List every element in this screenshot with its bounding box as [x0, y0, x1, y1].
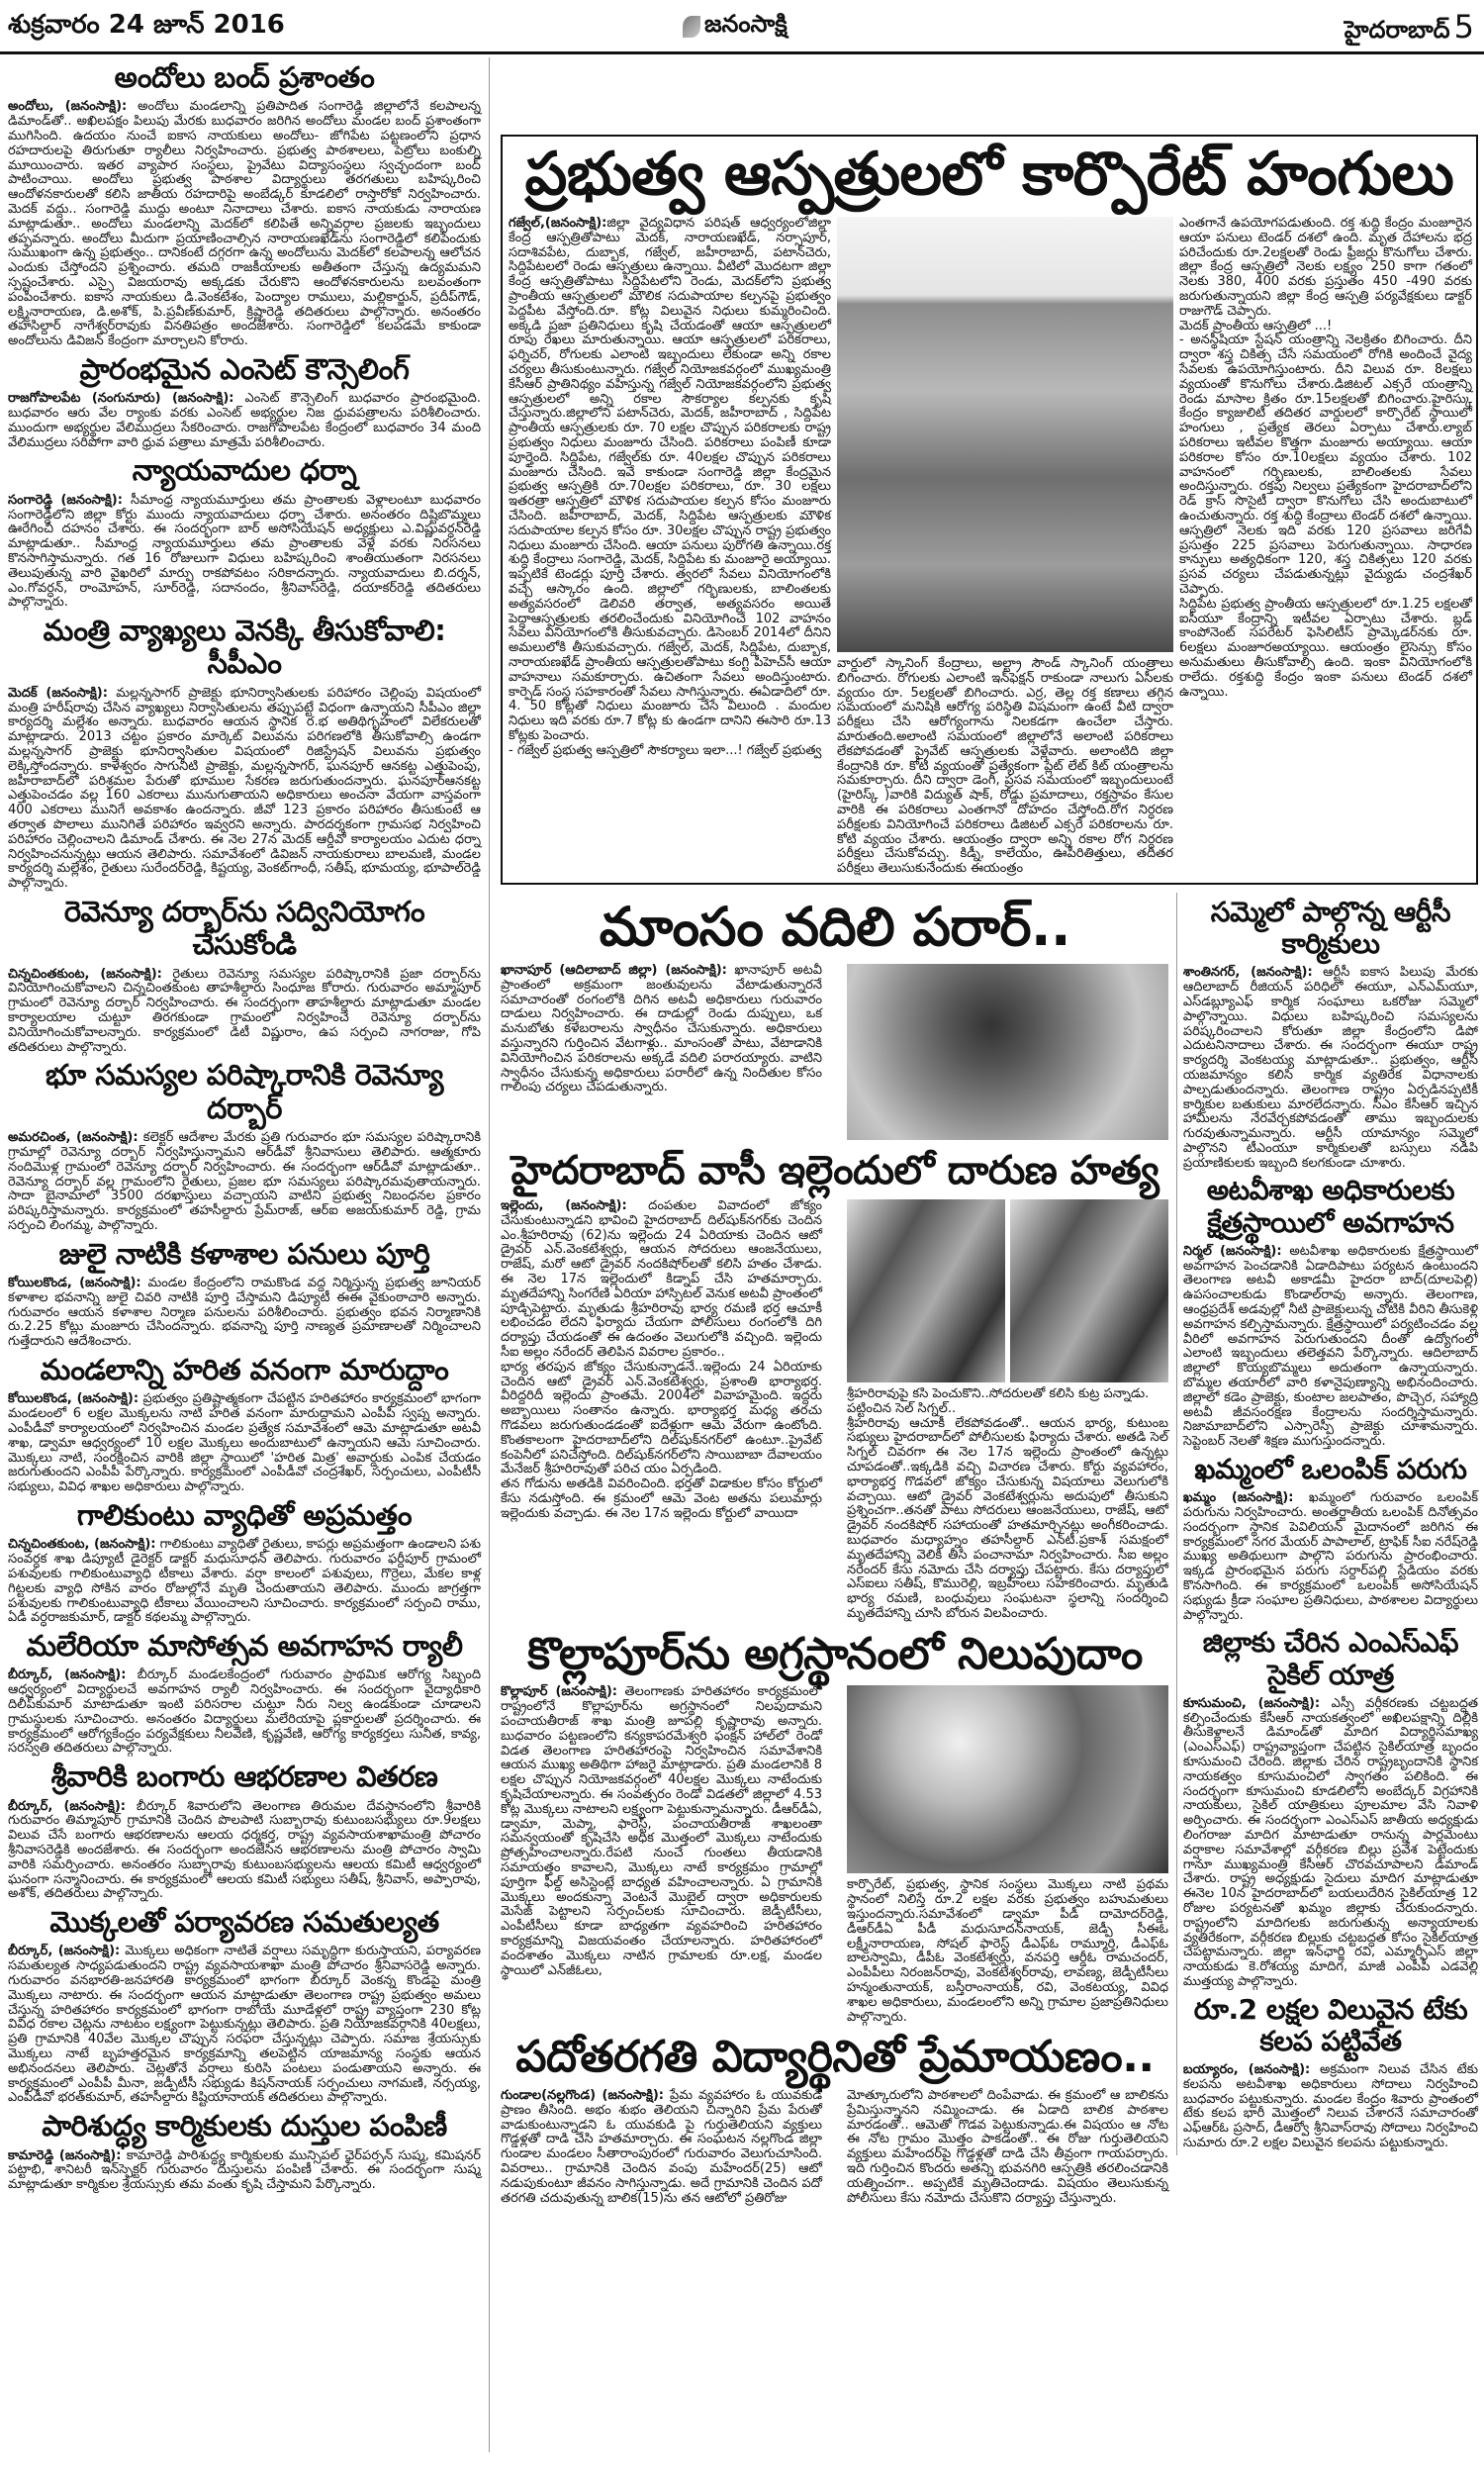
right-column: [1176, 893, 1478, 2155]
murder-headline: హైదరాబాద్ వాసీ ఇల్లెందులో దారుణ హత్య: [510, 1148, 1159, 1194]
right-article: [1183, 1175, 1478, 1450]
article-dateline: రాజగోపాలపేట (నంగునూరు) (జనంసాక్షి):: [8, 391, 234, 407]
left-column: [8, 57, 481, 2197]
article-dateline: కామారెడ్డి (జనంసాక్షి):: [8, 2147, 122, 2163]
right-article: [1183, 1994, 1478, 2151]
article-dateline: అమరచింత, (జనంసాక్షి):: [8, 1130, 139, 1146]
issue-date: శుక్రవారం 24 జూన్ 2016: [8, 10, 285, 40]
article-headline: సమ్మెలో పాల్గొన్న ఆర్టీసీ కార్మికులు: [1210, 895, 1451, 961]
article-body: [8, 1538, 481, 1626]
article-body: [8, 1668, 481, 1757]
lead-columns: [509, 217, 1470, 877]
article-text: కలెక్టర్ ఆదేశాల మేరకు ప్రతి గురువారం భూ సమస్యల పరిష్కారానికి గ్రామాల్లో రెవెన్యూ దర్బార్ నిర్వహిస్తున్నామని ఆర్‌డీవో శ్రీనివాసులు తెలిపారు. ఆత్మకూరు నందిమొళ్ల గ్రామంలో రెవెన్యూ దర్బార్ నిర్వహించారు. ఈ సందర్భంగా ఆర్‌డీవో మాట్లాడుతూ.. రెవెన్యూ దర్బార్ వల్ల గ్రామంలోని రైతులు, ప్రజల భూ సమస్యలు పరిష్కారమవుతాయన్నారు. సాదా బైనామాలో 3500 దరఖాస్తులు వచ్చాయని వాటిని ప్రభుత్వ నిబంధనల ప్రకారం పరిష్కరిస్తామన్నారు. కార్యక్రమంలో తహసీల్దారు ప్రేమ్‌రాజ్, ఆర్ఐ అజయ్‌కుమార్ రెడ్డి, గ్రామ సర్పంచి లింగమ్మ, పాల్గొన్నారు.: [8, 1130, 482, 1233]
love-columns: [501, 2089, 1169, 2206]
murder-photos: [847, 1199, 1168, 1382]
murder-columns: [501, 1199, 1169, 1622]
article-text: ఖమ్మంలో గురువారం ఒలంపిక్ పరుగును నిర్వహించారు. అంతర్జాతీయ ఒలంపిక్ దినోత్సవం సందర్భంగా స్థానిక పెవిలియన్ మైదానంలో జరిగిన ఈ కార్యక్రమంలో నగర మేయర్ పాపాలాల్, ట్రాఫిక్ సీఐ నరేష్‌రెడ్డి ముఖ్య అతిథులుగా పాల్గొని పరుగును ప్రారంభించారు. ఇక్కడ ప్రారంభమైన పరుగు సర్దార్‌పల్లి స్టేడియం వరకు కొనసాగింది. ఈ కార్యక్రమంలో ఒలంపిక్ అసోసియేషన్ సభ్యుడు క్రీడా సంఘాల ప్రతినిధులు, పాఠశాలల విద్యార్థులు పాల్గొన్నారు.: [1182, 1490, 1478, 1623]
article-body: [8, 1277, 481, 1350]
article-body: [8, 1945, 481, 2106]
article-headline: అందోలు బంద్ ప్రశాంతం: [114, 60, 375, 94]
article-headline: ప్రారంభమైన ఎంసెట్ కౌన్సెలింగ్: [79, 351, 410, 386]
lead-col-2: [837, 217, 1173, 877]
article-text: అక్రమంగా నిలువ చేసిన టేకు కలపను అటవీశాఖ అధికారులు సోదాలు నిర్వహించి బుధవారం పట్టుకున్నారు. మండల కేంద్రం శివారు ప్రాంతంలో టేకు కలప భారీ మొత్తంలో నిలువ చేశారనే సమాచారంతో ఎఫ్ఆర్ఓ ప్రసాద్, డీఆర్వో శ్రీనివాస్‌రావు సోదాలు నిర్వహించి సుమారు రూ.2 లక్షల విలువైన కలపను పట్టుకున్నారు.: [1182, 2062, 1479, 2151]
love-body-col1: ప్రేమ వ్యవహారం ఓ యువకుడి ప్రాణం తీసింది. అభం శుభం తెలియని చిన్నారిని ప్రేమ పేరుతో వాడుకుంటున్నాడని ఓ యువకుడి పై గుర్తుతెలియని వ్యక్తులు గొడ్డళ్లతో దాడి చేసి హతమార్చారు. ఈ సంఘటన నల్లగొండ జిల్లా గుండాల మండలం సీతారాంపురంలో గురువారం వెలుగుచూసింది. వివరాలు.. గ్రామానికి చెందిన వంపు మహేందర్(25) ఆటో నడుపుకుంటూ జీవనం సాగిస్తున్నాడు. అదే గ్రామానికి చెందిన పదో తరగతి చదువుతున్న బాలిక(15)ను తన ఆటోలో ప్రతిరోజు: [501, 2087, 822, 2206]
article-dateline: నిర్మల్ (జనంసాక్షి):: [1182, 1243, 1282, 1259]
article-text: ఆర్టీసీ ఐకాస పిలుపు మేరకు ఆదిలాబాద్ రీజియన్ పరిధిలో ఈయూ, ఎన్ఎమ్‌యూ, ఎస్‌డబ్ల్యూఎఫ్ కార్మిక సంఘాలు ఒకరోజు సమ్మెలో పాల్గొన్నాయి. విధులు బహిష్కరించి సమస్యలను పరిష్కరించాలని కోరుతూ జిల్లా కేంద్రంలోని డిపో ఎదుటనినాదాలు చేశారు. ఈ సందర్భంగా ఈయూ రాష్ట్ర కార్యదర్శి వెంకటయ్య మాట్లాడుతూ.. ప్రభుత్వం, ఆర్టీసీ యజమాన్యం కలిసి కార్మిక వ్యతిరేక విధానాలకు పాల్పడుతుందన్నారు. తెలంగాణ రాష్ట్రం ఏర్పడినప్పటికీ కార్మికుల బతుకులు మారలేదన్నారు. సీఎం కేసీఆర్ ఇచ్చిన హామీలను నేరవేర్చకపోవడంతో తాము ఇబ్బందులకు గురవుతున్నామన్నారు. ఆర్టీసీ యామాన్యం సమ్మెలో పాల్గొనని టీఎంయూ కార్మికులతో బస్సులు నడిపి ప్రయాణికులకు ఇబ్బంది కలగకుండా చూశారు.: [1182, 965, 1478, 1171]
article-text: కామారెడ్డి పారిశుద్ధ్య కార్మికులకు మున్సిపల్ ఛైర్‌పర్సన్ సుష్మ, కమిషనర్ పట్టాభి, శానిటరీ ఇన్‌స్పెక్టర్ గురువారం దుస్తులను పంపిణీ చేశారు. ఈ సందర్భంగా సుష్మ మాట్లాడుతూ కార్మికుల శ్రేయస్సుకు తమ వంతు కృషి చేస్తామని పేర్కొన్నారు.: [8, 2147, 481, 2193]
article-dateline: కోయిలకొండ, (జనంసాక్షి):: [8, 1276, 141, 1291]
article-body: [1183, 1491, 1478, 1623]
left-article: [8, 61, 481, 349]
article-body: [8, 1131, 481, 1234]
article-text: ప్రభుత్వం ప్రతిష్టాత్మకంగా చేపట్టిన హరితహారం కార్యక్రమంలో భాగంగా మండలంలో 6 లక్షల మొక్కలను నాటి హరిత వనంగా మారుద్దామని ఎంపీపీ స్వప్న అన్నారు. ఎంపీడీవో కార్యాలయంలో నిర్వహించిన మండల ప్రత్యేక సమావేశంలో ఆమె మాట్లాడుతూ అటవీ శాఖ, డ్వామా ఆధ్వర్యంలో 10 లక్షల మొక్కలు అందుబాటులో ఉన్నాయని ఆమె సూచించారు. మొక్కలు నాటి, సంరక్షించిన వారికి జిల్లా స్థాయిలో 'హరిత మిత్ర' అవార్డుకు ఎంపిక చేయడం జరుగుతుందని ఎంపీపీ పేర్కొన్నారు. కార్యక్రమంలో ఎంపీడీవో చంద్రశేఖర్, సర్పంచులు, ఎంపీటీసీ సభ్యులు, వివిధ శాఖల అధికారులు పాల్గొన్నారు.: [8, 1391, 481, 1495]
article-dateline: ఖమ్మం (జనంసాక్షి):: [1182, 1490, 1294, 1506]
left-article: [8, 1906, 481, 2106]
article-body: [1183, 966, 1478, 1171]
lower-area: [501, 893, 1478, 2214]
lead-col-3: [1179, 217, 1472, 877]
left-article: [8, 353, 481, 451]
article-text: మండల కేంద్రంలోని రామకొండ వద్ద నిర్మిస్తున్న ప్రభుత్వ జూనియర్ కళాశాల భవనాన్ని జులై చివరి నాటికి పూర్తి చేస్తామని డిప్యూటీ ఈఈ వైకుంఠాచారి అన్నారు. గురువారం ఆయన కళాశాల నిర్మాణ పనులను పరిశీలించారు. ప్రభుత్వం భవన నిర్మాణానికి రు.2.25 కోట్లు మంజూరు చేసిందన్నారు. భవనాన్ని పూర్తి నాణ్యత ప్రమాణాలతో నిర్మించాలని గుత్తేదారుని ఆదేశించారు.: [8, 1276, 481, 1350]
article-dateline: బీర్కూర్, (జనంసాక్షి):: [8, 1667, 127, 1683]
article-body: [8, 968, 481, 1056]
murder-body-col2: శ్రీహరిరావుపై కసి పెంచుకొని..సోదరులతో కలిసి కుట్ర పన్నాడు. పట్టించిన సెల్ సిగ్నల్.. శ్రీహరిరావు ఆచూకీ లేకపోవడంతో.. ఆయన భార్య, కుటుంబ సభ్యులు హైదరాబాద్‌లో పోలీసులకు ఫిర్యాదు చేశారు. అతడి సెల్ సిగ్నల్ చివరగా ఈ నెల 17న ఇల్లెందు ప్రాంతంలో ఉన్నట్లు చూపడంతో..ఇక్కడికి వచ్చి విచారణ చేశారు. కోర్టు వ్యవహారం, భార్యాభర్త గొడవలో జోక్యం చేసుకున్న విషయాలు వెలుగులోకి వచ్చాయి. ఆటో డ్రైవర్ వెంకటేశ్వర్లును అదుపులో తీసుకుని ప్రశ్నించగా..తనతో పాటు సోదరులు ఆంజనేయులు, రాజేష్, ఆటో డ్రైవర్ నందకిషోర్ సహాయంతో హతమార్చినట్లు అంగీకరించాడు. బుధవారం మధ్యాహ్నం తహసీల్దార్ ఎన్‌టీ.ప్రకాశ్ సమక్షంలో మృతదేహాన్ని వెలికి తీసి పంచానామా నిర్వహించారు. సీఐ అల్లం నరేందర్ కేసు నమోదు చేసి దర్యాప్తు చేపట్టారు. కేసు దర్యాప్తులో ఎస్‌ఐలు సతీష్, కొమురెల్లి, ఇబ్రహీంలు సహకరించారు. మృతుడి భార్య రమణి, బంధువులు సంఘటనా స్థలాన్ని సందర్శించి మృతదేహాన్ని చూసి బోరున విలపించారు.: [847, 1386, 1168, 1621]
article-text: మొక్కలు అధికంగా నాటితే వర్షాలు సమృద్ధిగా కురుస్తాయని, పర్యావరణ సమతుల్యత సాధ్యపడుతుందని రాష్ట్ర వ్యవసాయశాఖా మంత్రి పోచారం శ్రీనివాసరెడ్డి అన్నారు. గురువారం వనభారతి-జనహారతి కార్యక్రమంలో భాగంగా బీర్కూర్ వెంకన్న కొండపై మంత్రి మొక్కలు నాటారు. ఈ సందర్భంగా ఆయన మాట్లాడుతూ తెలంగాణ రాష్ట్ర ప్రభుత్వం అమలు చేస్తున్న హరితహారం కార్యక్రమంలో భాగంగా రాబోయే మూడేళ్లలో రాష్ట్ర వ్యాప్తంగా 230 కోట్ల వివిధ రకాల చెట్లను నాటటం లక్ష్యంగా పెట్టుకున్నట్లు తెలిపారు. ప్రతి నియోజకవర్గానికి 40లక్షలు, ప్రతి గ్రామానికి 40వేల మొక్కల చొప్పున సరఫరా చేస్తున్నట్లు చెప్పారు. సమాజ శ్రేయస్సుకు మొక్కలు నాటే బృహత్తరమైన కార్యక్రమాన్ని తలపెట్టిన యాజమాన్య సంస్థకు ఆయన అభినందనలు తెలిపారు. చెట్లతోనే వర్షాలు కురిసి పంటలు పండుతాయని అన్నారు. ఈ కార్యక్రమంలో ఎంపీపీ మీనా, జడ్పీటీసీ సభ్యుడు కిషన్‌నాయక్ సర్పంచులు నాగమణి, నర్సయ్య, ఎంపీడీవో భరత్‌కుమార్, తహసీల్దారు కిష్టియానాయక్ తదితరులు పాల్గొన్నారు.: [8, 1944, 481, 2106]
kollapur-dateline: కొల్లాపూర్ (జనంసాక్షి):: [501, 1684, 617, 1700]
article-dateline: మెదక్ (జనంసాక్షి):: [8, 685, 108, 701]
article-text: ఎంసెట్ కౌన్సెలింగ్ బుధవారం ప్రారంభమైంది. బుధవారం ఆరు వేల ర్యాంకు వరకు ఎంసెట్ అభ్యర్థుల నిజ ధ్రువపత్రాలను పరిశీలించారు. ముందుగా అభ్యర్థుల వేలిముద్రలు సేకరించారు. రాజగోపాలపేట కేంద్రంలో బుధవారం 34 మంది వేలిముద్రలు సరిపోగా వారి ధ్రువ పత్రాలు మాత్రమే పరిశీలించారు.: [8, 391, 481, 450]
article-dateline: చిన్నచింతకుంట, (జనంసాక్షి):: [8, 966, 162, 982]
article-dateline: కోయిలకొండ, (జనంసాక్షి):: [8, 1391, 139, 1407]
article-headline: ఖమ్మంలో ఒలంపిక్ పరుగు: [1194, 1453, 1467, 1486]
right-article: [1183, 1454, 1478, 1623]
left-article: [8, 1760, 481, 1902]
left-article: [8, 2110, 481, 2193]
meat-story: [501, 897, 1169, 1140]
article-text: బీర్కూర్ మండలకేంద్రంలో గురువారం ప్రాథమిక ఆరోగ్య సిబ్బంది ఆధ్వర్యంలో విద్యార్థులచే అవగాహన ర్యాలీ నిర్వహించారు. ఈ సందర్భంగా వైద్యాధికారి దిలీప్‌కుమార్ మాటాడుతూ ఇంటి పరిసరాల చుట్టూ నీరు నిల్వ ఉండకుండా చూడాలని గ్రామస్థులకు సూచించారు. అనంతరం విద్యార్థులు మలేరియాపై ప్లకార్డులతో ప్రదర్శించారు. ఈ కార్యక్రమంలో ఆరోగ్యకేంద్రం పర్యవేక్షకులు నీలవేణి, కృష్ణవేణి, ఆరోగ్య కార్యకర్తలు సునీత, కావ్య, సరస్వతి తదితరులు పాల్గొన్నారు.: [8, 1667, 481, 1757]
minister-speech-photo: [847, 1685, 1168, 1873]
left-article: [8, 1499, 481, 1626]
kollapur-col-1: [501, 1685, 822, 2025]
left-article: [8, 1630, 481, 1757]
article-body: [8, 392, 481, 450]
masthead: [0, 0, 1484, 54]
article-body: [8, 687, 481, 892]
love-story: [501, 2033, 1169, 2206]
article-headline: మలేరియా మాసోత్సవ అవగాహన ర్యాలీ: [26, 1629, 463, 1664]
right-article: [1183, 1627, 1478, 1989]
page-number: 5: [1453, 8, 1474, 46]
article-dateline: సంగారెడ్డి (జనంసాక్షి):: [8, 492, 123, 508]
article-headline: న్యాయవాదుల ధర్నా: [132, 453, 357, 488]
article-dateline: అందోలు, (జనంసాక్షి):: [8, 99, 128, 115]
main-area: [501, 135, 1478, 2214]
article-body: [8, 1800, 481, 1903]
article-body: [1183, 2063, 1478, 2151]
article-text: మల్లన్నసాగర్ ప్రాజెక్టు భూనిర్వాసితులకు పరిహారం చెల్లింపు విషయంలో మంత్రి హరీష్‌రావు చేసిన వ్యాఖ్యలు నిర్వాసితులను తప్పుపట్టే విధంగా ఉన్నాయని సీపీఎం జిల్లా కార్యదర్శి మల్లేశం అన్నారు. బుధవారం ఆయన స్థానిక ర.భ అతిథిగృహంలో విలేకరులతో మాట్లాడారు. 2013 చట్టం ప్రకారం మార్కెట్ విలువను పరిగణలోకి తీసుకోవాల్సి ఉండగా మల్లన్నసాగర్ ప్రాజెక్టు భూనిర్వాసితుల విషయంలో రిజిస్ట్రేషన్ విలువను ప్రభుత్వం లెక్కిస్తోందన్నారు. కాళేశ్వరం సాగునీటి ప్రాజెక్టు, మల్లన్నసాగర్, ఘనపూర్ ఆనకట్ట ఎత్తుపెంపు, జహీరాబాద్‌లో పరిశ్రమల పేరుతో భూముల సేకరణ జరుగుతుందన్నారు. ఘనపూర్‌ఆనకట్ట ఎత్తుపెంచడం వల్ల 160 ఎకరాలు మునుగుతాయని అధికారులు అంచనా వేయగా వాస్తవంగా 400 ఎకరాలు మునిగే అవకాశం ఉందన్నారు. జీవో 123 ప్రకారం పరిహారం తీసుకుంటే ఆ తర్వాత పొలాలు మునిగితే పరిహారం ఇవ్వరని అన్నారు. పారదర్శకంగా గ్రామసభ నిర్వహించి పరిహారం చెల్లించాలని డిమాండ్ చేశారు. ఈ నెల 27న మెదక్ ఆర్డీవో కార్యాలయం ఎదుట ధర్నా నిర్వహించనున్నట్లు ఆయన తెలిపారు. సమావేశంలో డివిజన్ నాయకురాలు బాలమణి, మండల కార్యదర్శి మల్లేశం, రైతులు సురేందర్‌రెడ్డి, కిష్టయ్య, వెంకట్‌గాంధీ, సతీష్, భూమయ్య, భూపాల్‌రెడ్డి పాల్గొన్నారు.: [8, 685, 481, 892]
kollapur-headline: కొల్లాపూర్‌ను అగ్రస్థానంలో నిలుపుదాం: [527, 1628, 1143, 1679]
article-headline: జిల్లాకు చేరిన ఎంఎస్ఎఫ్ సైకిల్ యాత్ర: [1202, 1626, 1459, 1691]
kollapur-col-2: [847, 1685, 1168, 2025]
lead-headline: ప్రభుత్వ ఆస్పత్రులలో కార్పొరేట్ హంగులు: [524, 140, 1454, 209]
article-headline: మండలాన్ని హరిత వనంగా మారుద్దాం: [40, 1353, 449, 1387]
lead-body-col2: వార్డులో స్కానింగ్ కేంద్రాలు, అల్ట్రా సౌండ్ స్కానింగ్ యంత్రాలు బిగించారు. రోగులకు ఎలాంటి ఇన్‌ఫెక్షన్ రాకుండా నాలుగు ఏసీలకు వ్యయం రూ. 5లక్షలతో బిగించారు. ఎర్ర, తెల్ల రక్త కణాలు తగ్గిన సమయంలో మనిషికి ఆరోగ్య పరిస్థితి విషమంగా ఉంటే వీటి ద్వారా పరీక్షలు చేసి ఆరోగ్యంగాను నిలకడగా ఉంచేలా చేస్తారు. మారుతంది.అలాంటి సమయంలో జిల్లాలోనే అలాంటి పరికరాలు లేకపోవడంతో ప్రైవేట్ ఆస్పత్రులకు వెళ్లేవారు. అలాంటిది జిల్లా కేంద్రానికి రూ. కోటి వ్యయంతో ప్రత్యేకంగా ప్లేట్ లేట్ కిట్ యంత్రాలను సమకూర్చారు. దీని ద్వారా డెంగీ, ప్రసవ సమయంలో ఇబ్బందులుంటే (హైరిస్క్ )వారికి విద్యుత్ షాక్, రోడ్డు ప్రమాదాలు, రక్తస్రావం కేసుల వారికి ఈ పరికరాలు ఎంతగానో దోహదం చేస్తోంది.రోగ నిర్ధరణ పరీక్షలకు వినియోగించే పరికరాలు డిజిటల్ ఎక్సరే పరికరాలను రూ. కోటి వ్యయం చేశారు. ఆయంత్రం ద్వారా అన్ని రకాల రోగ నిర్ధరణ పరీక్షలు చేసుకోవచ్చు. కిడ్నీ, కాలేయం, ఊపిరితిత్తులు, తదితర పరీక్షలు తెలుసుకునేందుకు ఈయంత్రం: [837, 656, 1173, 877]
article-dateline: చిన్నచింతకుంట, (జనంసాక్షి):: [8, 1537, 156, 1553]
murder-body-col1: దంపతుల వివాదంలో జోక్యం చేసుకుంటున్నాడని భావించి హైదరాబాద్ దిల్‌షుక్‌నగర్‌కు చెందిన ఎం.శ్రీహరిరావు (62)ను ఇల్లెందు 24 ఏరియాకు చెందిన ఆటో డ్రైవర్ ఎన్.వెంకటేశ్వర్లు, ఆయన సోదరులు ఆంజనేయులు, రాజేష్, మరో ఆటో డ్రైవర్ నందకిషోర్‌లతో కలిసి హతం చేశాడు. ఈ నెల 17న ఇల్లెందులో కిడ్నాప్ చేసి హతమార్చారు. మృతదేహాన్ని సింగరేణి ఏరియా హాస్పిటల్ వెనుక అటవీ ప్రాంతంలో పూడ్చిపెట్టారు. మృతుడు శ్రీహరిరావు భార్య రమణి భర్త ఆచూకీ లభించడం లేదని ఫిర్యాదు చేయగా పోలీసులు రంగంలోకి దిగి దర్యాప్తు చేయడంతో ఈ ఉదంతం వెలుగులోకి వచ్చింది. ఇల్లెందు సీఐ అల్లం నరేందర్ తెలిపిన వివరాల ప్రకారం.. భార్య తరపున జోక్యం చేసుకున్నాడనే..ఇల్లెందు 24 ఏరియాకు చెందిన ఆటో డ్రైవర్ ఎన్.వెంకటేశ్వర్లు, ప్రశాంతి భార్యాభర్త. వీరిద్దరిదీ ఇల్లెందు ప్రాంతమే. 2004లో వివాహమైంది. ఇద్దరు అబ్బాయిలు సంతానం ఉన్నారు. భార్యాభర్త మధ్య తరచు గొడవలు జరుగుతుండడంతో ఐదేళ్లుగా ఆమె వేరుగా ఉంటోంది. కొంతకాలంగా హైదరాబాద్‌లోని దిల్‌షుక్‌నగర్‌లో ఉంటూ..ప్రైవేట్ కంపెనీలో పనిచేస్తోంది. దిల్‌షుక్‌నగర్‌లోని సాయిబాబా దేవాలయం మేనేజర్ శ్రీహరిరావుతో పరిచ యం ఏర్పడింది. తన గోడును అతడికి వివరించింది. భర్తతో విడాకుల కోసం కోర్టులో కేసు నడుస్తోంది. ఈ క్రమంలో ఆమె వెంట అతను పలుమార్లు ఇల్లెందుకు వచ్చాడు. ఈ నెల 17న ఇల్లెందు కోర్టులో వాయిదా: [501, 1198, 822, 1521]
article-text: గాలికుంటు వ్యాధితో రైతులు, కాపర్లు అప్రమత్తంగా ఉండాలని పశు సంవర్ధక శాఖ డిప్యూటీ డైరెక్టర్ డాక్టర్ మధుసూధన్ తెలిపారు. గురువారం ఫర్దీపూర్ గ్రామంలో పశువులకు గాలికుంటువ్యాధి టీకాలు వేశారు. వర్షా కాలంలో పశువులు, గొర్రెలు, మేకల కాళ్ల గిట్టలకు వ్యాధి సోకిన వారం రోజుల్లోనే మృతి చెందుతాయని తెలిపారు. ముందు జాగ్రత్తగా పశువులకు గాలికుంటువ్యాధి టీకాలు వేయించాలని సూచించారు. కార్యక్రమంలో సర్పంచి రాము, ఏడీ వర్ధరాజకుమార్, డాక్టర్ కథలమ్మ పాల్గొన్నారు.: [8, 1537, 481, 1626]
middle-column: [501, 893, 1169, 2214]
lead-dateline: గజ్వేల్,(జనంసాక్షి):: [509, 216, 607, 231]
edition-label: [1345, 8, 1474, 49]
article-headline: రూ.2 లక్షల విలువైన టేకు కలప పట్టివేత: [1193, 1992, 1468, 2057]
article-headline: మొక్కలతో పర్యావరణ సమతుల్యత: [49, 1905, 439, 1940]
article-headline: గాలికుంటు వ్యాధితో అప్రమత్తం: [76, 1497, 413, 1532]
article-headline: పారిశుద్ధ్య కార్మికులకు దుస్తుల పంపిణీ: [42, 2109, 447, 2143]
article-dateline: బీర్కూర్, (జనంసాక్షి):: [8, 1944, 121, 1959]
murder-col-1: [501, 1199, 822, 1622]
edition-city: హైదరాబాద్: [1344, 16, 1450, 44]
seized-meat-photo: [847, 964, 1168, 1140]
kollapur-body-col1: తెలంగాణకు హరితహారం కార్యక్రమంలో రాష్ట్రంలోనే కొల్లాపూర్‌ను అగ్రస్థానంలో నిలపుదామని పంచాయతీరాజ్ శాఖ మంత్రి జూపల్లి కృష్ణారావు అన్నారు. బుధవారం పట్టణంలోని కన్యకాపరమేశ్వరి ఫంక్షన్ హాల్‌లో రెండో విడత తెలంగాణ హరితహారంపై నిర్వహించిన సమావేశానికి ఆయన ముఖ్య అతిథిగా హాజరై మాట్లాడారు. ప్రతి మండలానికి 8 లక్షల చొప్పున నియోజకవర్గంలో 40లక్షల మొక్కలు నాటేందుకు కృషిచేయాలన్నారు. ఈ సంవత్సరం రెండో విడతలో జిల్లాలో 4.53 కోట్ల మొక్కలు నాటాలని లక్ష్యంగా పెట్టుకున్నామన్నారు. డీఆర్‌డీఏ, డ్వామా, మెప్మా, ఫారెస్ట్, పంచాయతీరాజ్ శాఖలంతా సమన్వయంతో కృషిచేసి అధిక మొత్తంలో మొక్కలు నాటేందుకు ప్రోత్సహించాలన్నారు.రేపటి నుంచే గుంతలు తీయడానికి సమాయత్తం కావాలని, మొక్కలు నాటే కార్యక్రమం గ్రామాల్లో పూర్తిగా ఫీల్డ్ అసిస్టెంట్లే బాధ్యత వహించాలన్నారు. ఏ గ్రామానికి మొక్కలు అందకున్నా వెంటనే మొబైల్ ద్వారా అధికారులకు మెసేజ్ పెట్టాలని సర్పంచ్‌లకు సూచించారు. జెడ్పీటీసీలు, ఎంపీటీసీలు కూడా బాధ్యతగా వ్యవహరించి హరితహారం కార్యక్రమాన్ని విజయవంతం చేయాలన్నారు. హరితహారంలో వందశాతం మొక్కలు నాటిన గ్రామాలకు రూ.లక్ష, మండల స్థాయిలో ఎన్‌జీఓలు,: [501, 1684, 822, 1978]
article-dateline: బీర్కూర్, (జనంసాక్షి):: [8, 1798, 126, 1814]
love-body-col2: మోత్కూరులోని పాఠశాలలో దింపేవాడు. ఈ క్రమంలో ఆ బాలికను ప్రేమిస్తున్నానని నమ్మించాడు. ఈ ఏడాది బాలిక పాఠశాల మారడంతో.. ఆమెతో గొడవ పెట్టుకున్నాడు.ఈ విషయం ఆ నోట ఈ నోట గ్రామం మొత్తం పాకడంతో.. ఈ రోజు గుర్తుతెలియని వ్యక్తులు మహేందర్‌పై గొడ్డళ్లతో దాడి చేసి తీవ్రంగా గాయపర్చారు. ఇది గుర్తించిన కొందరు అతన్ని భువనగిరి ఆస్పత్రికి తరలించడానికి యత్నించగా.. అప్పటికే మృతిచెందాడు. విషయం తెలుసుకున్న పోలీసులు కేసు నమోదు చేసుకొని దర్యాప్తు చేస్తున్నారు.: [847, 2087, 1168, 2206]
lead-story: [501, 135, 1478, 885]
article-headline: శ్రీవారికి బంగారు ఆభరణాల వితరణ: [50, 1760, 438, 1794]
article-text: రైతులు రెవెన్యూ సమస్యల పరిష్కారానికి ప్రజా దర్బార్‌ను వినియోగించుకోవాలని చిన్నచింతకుంట తాహశీల్దారు సింధూజ కోరారు. గురువారం అమ్మాపూర్ గ్రామంలో రెవెన్యూ దర్బార్ నిర్వహించారు. ఈ సందర్భంగా తాహశీల్దారు మాట్లాడుతూ మండల కార్యాలయాల చుట్టూ తిరగకుండా గ్రామంలో నిర్వహించే రెవెన్యూ దర్బార్‌ను వినియోగించుకోవాలన్నారు. కార్యక్రమంలో డిటీ విష్ణురాం, ఉప సర్పంచి నాగరాజు, గోపి తదితరులు పాల్గొన్నారు.: [8, 966, 481, 1055]
meat-body: ఖానాపూర్ అటవీ ప్రాంతంలో అక్రమంగా జంతువులను వేటాడుతున్నారనే సమాచారంతో రంగంలోకి దిగిన అటవీ అధికారులు గురువారం దాడులు నిర్వహించారు. ఈ దాడుల్లో రెండు దుప్పులు, ఒక మనుబోతు కళేబరాలను స్వాధీనం చేసుకున్నారు. అధికారులు వస్తున్నారని గుర్తించిన వేటగాళ్లు.. మాంసంతో పాటు, వేటాడానికి వినియోగించిన పరికరాలను అక్కడే వదిలి పరారయ్యారు. వాటిని స్వాధీనం చేసుకున్న అధికారులు పరారీలో ఉన్న నిందితుల కోసం గాలింపు చర్యలు చేపడుతున్నారు.: [501, 963, 822, 1095]
murder-story: [501, 1148, 1169, 1622]
article-dateline: శాంతినగర్, (జనంసాక్షి):: [1182, 965, 1313, 981]
left-article: [8, 454, 481, 611]
article-headline: భూ సమస్యల పరిష్కారానికి రెవెన్యూ దర్బార్: [46, 1058, 443, 1125]
left-article: [8, 615, 481, 892]
left-article: [8, 1059, 481, 1233]
love-story-headline: పదోతరగతి విద్యార్థినితో ప్రేమాయణం..: [515, 2032, 1155, 2083]
article-body: [8, 2149, 481, 2193]
article-text: ఎస్సీ వర్గీకరణకు చట్టబద్ధత కల్పించేందుకు కేసీఆర్ నాయకత్వంలో అఖిలపక్షాన్ని దిల్లీకి తీసుకెళ్లాలనే డిమాండ్‌తో మాదిగ విద్యార్థిసమాఖ్య (ఎంఎస్ఎఫ్) రాష్ట్రవ్యాప్తంగా చేపట్టిన సైకిల్‌యాత్ర బృందం కూసుమంచి చేరింది. జిల్లాకు చేరిన రాష్ట్రబృందానికి స్థానిక నాయకత్వం కూసుమంచిలో స్వాగతం పలికింది. ఈ సందర్భంగా కూసుమంచి కూడలిలోని అంబేద్కర్ విగ్రహానికి నాయకులు, సైకిల్ యాత్రికులు పూలమాల వేసి నివాళి అర్పించారు. ఈ సందర్భంగా ఎంఎస్ఎస్ జాతీయ అధ్యక్షుడు లింగరాజు మాదిగ మాటాడుతూ రానున్న పార్లమెంటు వర్షాకాల సమావేశాల్లో వర్గీకరణ బిల్లు ప్రవేశ పెట్టేందుకు గానూ ముఖ్యమంత్రి కేసీఆర్ చొరవచూపాలని డిమాండ్ చేశారు. రాష్ట్ర అధ్యక్షుడు సైదులు మాదిగ మాట్లాడుతూ ఈనెల 10న హైదరాబాద్‌లో బయలుదేరిన సైకిల్‌యాత్ర 12 రోజుల పర్యటనతో ఖమ్మం జిల్లాకు చేరుకుందన్నారు. రాష్ట్రంలోని మాదిగలకు జరుగుతున్న అన్యాయాలకు వ్యతిరేకంగా, వర్గీకరణ బిల్లుకు చట్టబద్ధత కోసం సైకిల్‌యాత్ర చేపట్టామన్నారు. జిల్లా ఇన్‌ఛార్జి రవి, ఎమ్మార్పీఎస్ జిల్లా నాయకుడు కె.రోశయ్య మాదిగ, మాజీ ఎంపీపీ ఎడవెల్లి ముత్తయ్య పాల్గొన్నారు.: [1182, 1695, 1478, 1989]
article-headline: అటవీశాఖ అధికారులకు క్షేత్రస్థాయిలో అవగాహన: [1206, 1174, 1455, 1239]
hospital-photo: [837, 217, 1173, 652]
logo-leaf-icon: [683, 16, 700, 38]
kollapur-body-col2: కార్పొరేట్, ప్రభుత్వ, స్థానిక సంస్థలు మొక్కలు నాటి ప్రథమ స్థానంలో నిలిస్తే రూ.2 లక్షల వరకు ప్రభుత్వం బహుమతులు ఇస్తుందన్నారు.సమావేశంలో డ్వామా పీడీ దామోదర్‌రెడ్డి, డీఆర్‌డీఏ పీడీ మధుసూదన్‌నాయక్, జెడ్పీ సీఈఓ లక్ష్మీనారాయణ, సోషల్ ఫారెస్ట్ డీఎఫ్ఓ రామ్మూర్తి, డీఎఫ్ఓ బాలస్వామి, డీపీఓ వెంకటేశ్వర్లు, వనపర్తి ఆర్డీఓ రామచందర్, ఎంపీపీలు నిరంజన్‌రావు, వెంకటేశ్వర్‌రావు, లావణ్య, జెడ్పీటీసీలు హన్మంతునాయక్, బస్తీరాంనాయక్, రవి, వెంకటయ్య, వివిధ శాఖల అధికారులు, మండలంలోని అన్ని గ్రామాల ప్రజాప్రతినిధులు పాల్గొన్నారు.: [847, 1877, 1168, 2025]
column-divider: [489, 57, 490, 2452]
article-text: సీమాంధ్ర న్యాయమూర్తులు తమ ప్రాంతాలకు వెళ్లాలంటూ బుధవారం సంగారెడ్డిలోని జిల్లా కోర్టు ముందు న్యాయవాదులు ధర్నా చేశారు. అనంతరం దిష్టిబొమ్మలు ఊరేగించి దహనం చేశారు. ఈ సందర్భంగా బార్ అసోసియేషన్ అధ్యక్షులు ఎ.విష్ణువర్ధన్‌రెడ్డి మాట్లాడుతూ.. సీమాంధ్ర న్యాయమూర్తులు తమ ప్రాంతాలకు వెళ్లే వరకు నిరసనలు కొనసాగిస్తామన్నారు. గత 16 రోజులుగా విధులు బహిష్కరించి శాంతియుతంగా నిరసనలు తెలుపుతున్న వారి వైఖరిలో మార్పు రాకపోవటం సరికాదన్నారు. న్యాయవాదులు బి.దర్శన్, ఎం.గోవర్ధన్, రాంమోహన్, సూర్‌రెడ్డి, సదానందం, శ్రీనివాస్‌రెడ్డి, దయాకర్‌రెడ్డి తదితరులు పాల్గొన్నారు.: [8, 492, 481, 611]
kollapur-story: [501, 1630, 1169, 2026]
article-text: అందోలు మండలాన్ని ప్రతిపాదిత సంగారెడ్డి జిల్లాలోనే కలపాలన్న డిమాండ్‌తో.. అఖిలపక్షం పిలుపు మేరకు బుధవారం జరిగిన అందోలు మండల బంద్ ప్రశాంతంగా ముగిసింది. ఉదయం నుంచే ఐకాస నాయకులు అందోలు- జోగిపేట పట్టణంలోని ప్రధాన రహదారులపై తిరుగుతూ ర్యాలీలు నిర్వహించారు. ప్రభుత్వ పాఠశాలలు, పెట్రోలు బంకుల్ని మూయించారు. ఇతర వ్యాపార సంస్థలు, ప్రైవేటు విద్యాసంస్థలు స్వచ్ఛందంగా బంద్ పాటించాయి. అందోలు ప్రభుత్వ పాఠశాల విద్యార్థులు తరగతులు బహిష్కరించి ఆందోళనకారులతో కలిసి జాతీయ రహదారిపై అంబేడ్కర్ కూడలిలో రాస్తారోకో నిర్వహించారు. మెదక్ వద్దు.. సంగారెడ్డి ముద్దు అంటూ నినాదాలు చేశారు. ఐకాస నాయకుడు నారాయణ మాట్లాడుతూ.. అందోలు మండలాన్ని మెదక్‌లో కలిపితే అన్నివర్గాల ప్రజలకు ఇబ్బందులు తప్పవన్నారు. అందోలు మీదుగా ప్రయాణించాల్సిన నారాయణఖేడ్‌ను సంగారెడ్డిలో కలిపేందుకు సుముఖంగా ఉన్న ప్రభుత్వం.. దానికంటే దగ్గరగా ఉన్న అందోలును మెదక్‌లో కలపాలన్న ఆలోచన ఎందుకు చేస్తోందని ప్రశ్నించారు. తమది రాజకీయాలకు అతీతంగా చేస్తున్న ఉద్యమమని స్పష్టంచేశారు. ఎస్సై విజయరావు అక్కడకు చేరుకొని ఆందోళనకారులను బలవంతంగా పంపించేశారు. ఐకాస నాయకులు డి.వెంకటేశం, పెంద్యాల రాములు, మల్లికార్జున్, ప్రదీప్‌గౌడ్, లక్ష్మినారాయణ, డి.అశోక్, పి.ప్రవీణ్‌కుమార్, క్రిష్ణారెడ్డి తదితరులు పాల్గొన్నారు. అనంతరం తహసిల్దార్ నాగేశ్వర్‌రావుకు వినతిపత్రం అందజేశారు. సంగారెడ్డిలో కలపడమే కాకుండా అందోలును డివిజన్ కేంద్రంగా మార్చాలని కోరారు.: [8, 99, 481, 349]
meat-columns: [501, 964, 1169, 1140]
article-body: [8, 1392, 481, 1495]
love-col-1: [501, 2089, 822, 2206]
murder-photo-police: [847, 1199, 1005, 1382]
meat-dateline: ఖానాపూర్ (ఆదిలాబాద్ జిల్లా) (జనంసాక్షి):: [501, 963, 727, 979]
lead-col-1: [509, 217, 831, 877]
murder-dateline: ఇల్లెందు, (జనంసాక్షి):: [501, 1198, 627, 1214]
love-dateline: గుండాల(నల్లగొండ) (జనంసాక్షి):: [501, 2087, 664, 2103]
murder-col-2: [847, 1199, 1168, 1622]
article-headline: మంత్రి వ్యాఖ్యలు వెనక్కి తీసుకోవాలి: సీపీఎం: [43, 614, 446, 681]
article-body: [1183, 1245, 1478, 1450]
lead-body-col3: ఎంతగానే ఉపయోగపడుతుంది. రక్త శుద్ధి కేంద్రం మంజూరైన ఆయా పనులు టెండర్ దశలో ఉంది. మృత దేహాలను భద్ర పరిచేందుకు రూ.2లక్షలతో రెండు ఫ్రీజర్లు కొనుగోలు చేశారు. జిల్లా కేంద్ర ఆస్పత్రిలో నెలకు లక్ష్యం 250 కాగా గతంలో నెలకు 380, 400 వరకు ప్రస్తుతం 450 -490 వరకు జరుగుతున్నాయని జిల్లా కేంద్ర ఆస్పత్రి పర్యవేక్షకులు డాక్టర్ రాజుగౌడ్ చెప్పారు. మెదక్ ప్రాంతీయ ఆస్పత్రిలో ...! - అనస్థీషియా స్టేషన్ యంత్రాన్ని నెలక్రితం బిగించారు. దీని ద్వారా శస్త్ర చికిత్స చేసే సమయంలో రోగికి అందించే వైద్య సేవలకు ఉపయోగిస్తుంటారు. దీని విలువ రూ. 8లక్షలు వ్యయంతో కొనుగోలు చేశారు.డిజిటల్ ఎక్సరే యంత్రాన్ని రెండు మాసాల క్రితం రూ.15లక్షలతో బిగించారు.హైరిస్కు కేంద్రం క్యాజులిటీ తదితర వార్డులలో కార్పొరేట్ స్థాయిలో హంగులు , ప్రత్యేక తెరలు ఏర్పాటు చేశారు.ల్యాబ్ పరికరాలు ఇటీవల కొత్తగా మంజూరు అయ్యాయి. ఆయా పరికరాల కోసం రూ.10లక్షలు వ్యయం చేశారు. 102 వాహనంలో గర్భిణులకు, బాలింతలకు సేవలు అందిస్తున్నారు. రక్తపు నిల్వలు ప్రత్యేకంగా హైదరాబాద్‌లోని రెడ్ క్రాస్ సొసైటీ ద్వారా కొనుగోలు చేసి అందుబాటులో ఉంచుతున్నారు. రక్త శుద్ధి కేంద్రాలు టెండర్ దశలో ఉన్నాయి. ఆస్పత్రిలో నెలకు ఇది వరకు 120 ప్రసవాలు జరిగేవీ ప్రసుత్తం 225 ప్రసవాలు పెరుగుతున్నాయి. సాధారణ కాన్పులు అత్యధికంగా 120, శస్త్ర చికిత్సలు 120 వరకు ప్రసవ చర్యలు చేపడుతున్నట్లు వైద్యుడు చంద్రశేఖర్ చెప్పారు. సిద్దిపేట ప్రభుత్వ ప్రాంతీయ ఆస్పత్రులలో రూ.1.25 లక్షలతో ఐసీయూ కేంద్రాన్ని ఇటీవల ఏర్పాటు చేశారు. బ్లడ్ కాంపోనెంట్ సపరేటర్ ఫెసిలిటీస్ ప్రామ్కెడర్‌నకు రూ. 6లక్షలు మంజూరఅయ్యాయి. ఆయంత్రం లైసెన్సు కోసం అనుమతులు తీసుకోవాల్సి ఉంది. ఇంకా వినియోగంలోకి రాలేదు. రక్తశుద్ధి కేంద్రం ఇంకా పనులు టెండర్ దశలో ఉన్నాయి.: [1179, 216, 1472, 700]
meat-headline: మాంసం వదిలి పరార్..: [599, 895, 1071, 958]
left-article: [8, 1238, 481, 1350]
kollapur-columns: [501, 1685, 1169, 2025]
meat-story-text: [501, 964, 822, 1140]
left-article: [8, 1354, 481, 1495]
article-body: [1183, 1697, 1478, 1990]
logo-text: జనంసాక్షి: [704, 10, 788, 38]
article-text: బీర్కూర్ శివారులోని తెలంగాణ తిరుమల దేవస్థానంలోని శ్రీవారికి గురువారం తిమ్మాపూర్ గ్రామానికి చెందిన పొలపాటి సుబ్బారావు కుటుంబసభ్యులు రూ.9లక్షలు విలువ చేసే బంగారు ఆభరణాలను ఆలయ ధర్మకర్త, రాష్ట్ర వ్యవసాయశాఖామంత్రి పోచారం శ్రీనివాసరెడ్డికి అందజేశారు. ఈ సందర్భంగా అందజేసిన ఆభరణాలను మంత్రి పోచారం స్వామి వారికి సమర్పించారు. అనంతరం సుబ్బారావు కుటుంబసభ్యులను ఆలయ కమిటీ ఆధ్వర్యంలో ఘనంగా సన్మానించారు. ఈ కార్యక్రమంలో ఆలయ కమిటీ సభ్యులు సతీష్, శ్రీనివాస్, అప్పారావు, అశోక్, తదితరులు పాల్గొన్నారు.: [8, 1798, 481, 1902]
article-body: [8, 494, 481, 611]
article-headline: జులై నాటికి కళాశాల పనులు పూర్తి: [58, 1236, 430, 1271]
article-body: [8, 100, 481, 349]
article-headline: రెవెన్యూ దర్బార్‌ను సద్వినియోగం చేసుకోండి: [63, 894, 425, 962]
newspaper-logo: [683, 10, 788, 44]
article-text: అటవీశాఖ అధికారులకు క్షేత్రస్థాయిలో అవగాహన పెంచడానికి ఏడాదిపాటు పర్యటన ఉంటుందని తెలంగాణ అటవీ అకాడమీ హైదరా బాద్(దూలపెల్లి) ఉపసంచాలకుడు కొండాల్‌రావు అన్నారు. తెలంగాణ, ఆంధ్రప్రదేశ్ అడవుల్లో నీటి ప్రాజెక్టులున్న చోటికి వీరిని తీసుకెళ్లి అవగాహన కల్పిస్తామన్నారు. క్షేత్రస్థాయిలో పర్యటించడం వల్ల వీరిలో అవగాహన పెరుగుతుందని దీంతో ఉద్యోగంలో ఎలాంటి ఇబ్బందులు తలెత్తవని పేర్కొన్నారు. ఆదిలాబాద్ జిల్లాలో కొయ్యబొమ్మలు అదుతంగా ఉన్నాయన్నారు. బొమ్మల తయారీలో వారి కళానైపుణ్యాన్ని అభినందించారు. జిల్లాలో కడెం ప్రాజెక్టు, కుంటాల జలపాతం, పొచ్చెర, సహ్యాద్రి అటవీ జీవసంరక్షణ కేంద్రాలను సందర్శిస్తామన్నారు. నిజామాబాద్‌లోని ఎస్సారెస్పీ ప్రాజెక్టు చూశామన్నారు. సెప్టెంబర్ నెలతో శిక్షణ ముగుస్తుందన్నారు.: [1182, 1243, 1478, 1450]
left-article: [8, 896, 481, 1055]
murder-photo-site: [1010, 1199, 1168, 1382]
right-article: [1183, 897, 1478, 1172]
lead-body-col1: జిల్లా వైద్యవిధాన పరిషత్ ఆధ్వర్యంలోజిల్లా కేంద్ర ఆస్పత్రితోపాటు మెదక్, నారాయణఖేడ్, నర్సాపూర్, సదాశివపేట, దుబ్బాక, గజ్వేల్, జహీరాబాద్, పటాన్‌చెరు, సిద్దిపేటలలో రెండు ఆస్పత్రులు ఉన్నాయి. వీటిలో మొదటగా జిల్లా కేంద్ర ఆస్పత్రితోపాటు సిద్దిపేటలోని రెండు, మెదక్‌లోని ప్రభుత్వ ప్రాంతీయ ఆస్పత్రులలో మౌలిక సదుపాయాల కల్పనపై ప్రభుత్వం పెద్దపీట వేస్తోంది.రూ. కోట్ల విలువైన నిధులు కుమ్మరించింది. అక్కడి ప్రజా ప్రతినిధులు కృషి చేయడంతో ఆయా ఆస్పత్రులలో రూపు రేఖలు మారుతున్నాయి. ఆయా ఆస్పత్రులలో పరికరాలు, ఫర్నిచర్, రోగులకు ఎలాంటి ఇబ్బందులు లేకుండా అన్ని రకాల చర్యలు తీసుకుంటున్నారు. గజ్వేల్ నియోజకవర్గంలో ముఖ్యమంత్రి కేసీఆర్ ప్రాతినిథ్యం వహిస్తున్న గజ్వేల్ నియోజకవర్గంలోని ప్రభుత్వ ఆస్పత్రులలో అన్ని రకాల సౌకర్యాల కల్పనకు కృషి చేస్తున్నారు.జిల్లాలోని పటాన్‌చెరు, మెదక్, జహీరాబాద్ , సిద్దిపేట ప్రాంతీయ ఆస్పత్రులకు రూ. 70 లక్షల చొప్పున పరికరాలకు రాష్ట్ర ప్రభుత్వం నిధులు మంజూరు చేసింది. పరికరాలు పంపిణీ కూడా పూర్తైంది. సిద్దిపేట, గజ్వేల్‌కు రూ. 40లక్షల చొప్పున పరికరాలు మంజూరు చేసింది. ఇవే కాకుండా సంగారెడ్డి జిల్లా కేంద్రమైన ప్రభుత్వ ఆస్పత్రికి రూ.70లక్షల పరికరాలు, రూ. 30 లక్షలు ఇతరత్రా ఆస్పత్రిలో మౌళిక సదుపాయల కల్పన కోసం మంజూరు చేసింది. జహీరాబాద్, మెదక్, సిద్దిపేట ఆస్పత్రులకు మౌళిక సదుపాయాల కల్పన కోసం రూ. 30లక్షల చొప్పున రాష్ట్ర ప్రభుత్వం నిధులు మంజూరు చేసింది. ఆయా పనులు పురోగతి ఉన్నాయి.రక్త శుద్ధి కేంద్రాలు సంగారెడ్డి, మెదక్, సిద్దిపేట కు మంజూరై అయ్యాయి. ఇప్పటికే టెండర్లు పూర్తి చేశారు. త్వరలో సేవలు వినియోగంలోకి వచ్చే ఆస్కారం ఉంది. జిల్లాలో గర్భిణులకు, బాలింతలకు అత్యవసరంలో డెలివరి తర్వాత, అత్యవసరం అయితే పెద్దాఆస్పత్రులకు తరలించేందుకు వినియోగించే 102 వాహనం సేవలు వినియోగంలోకి తీసుకువచ్చారు. డిసెంబర్ 2014లో దీనిని అమలులోకి తీసుకువచ్చారు. గజ్వేల్, మెదక్, సిద్దిపేట, దుబ్బాక, నారాయణఖేడ్ ప్రాంతీయ ఆస్పత్రులతోపాటు కంగ్టి పీహెచ్‌సీ ఆయా వాహనాలు సమకూర్చారు. ఉచితంగా సేవలు అందిస్తుంటారు. కార్పెడ్ సంస్థ సహకారంతో సేవలు సాగిస్తున్నారు. ఈఏడాదిలో రూ. 4. 50 కోట్లతో నిధులు మంజూరు చేసే వీలుంది . మందుల నిధులు ఇది వరకు రూ.7 కోట్ల కు ఉండగా దానిని ఈసారి రూ.13 కోట్లకు పెంచారు. - గజ్వేల్ ప్రభుత్వ ఆస్పత్రిలో సౌకర్యాలు ఇలా...! గజ్వేల్ ప్రభుత్వ: [509, 216, 831, 758]
article-dateline: బయ్యారం, (జనంసాక్షి):: [1182, 2062, 1311, 2078]
article-dateline: కూసుమంచి, (జనంసాక్షి):: [1182, 1695, 1321, 1711]
